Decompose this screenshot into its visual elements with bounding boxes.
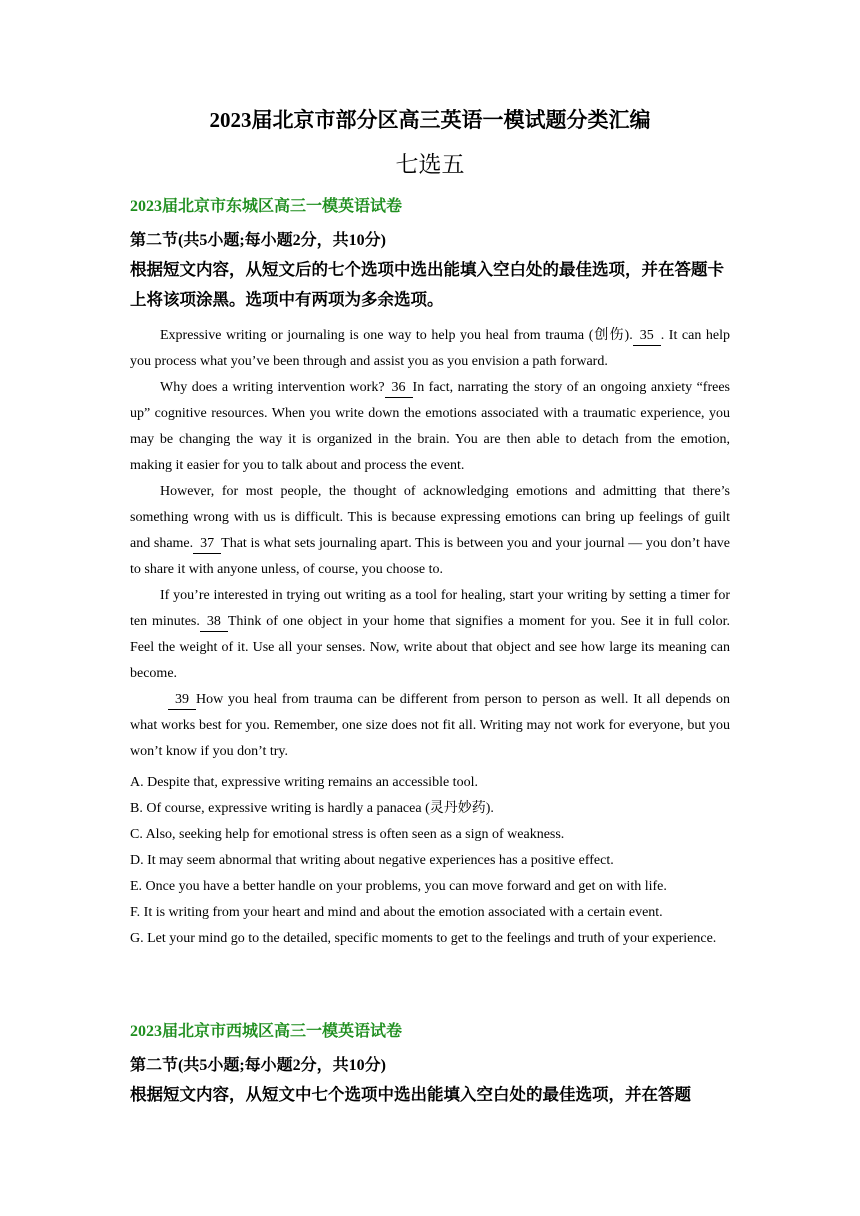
passage — [130, 323, 730, 765]
blank-36: 36 — [385, 379, 413, 398]
option-c: C. Also, seeking help for emotional stress is often seen as a sign of weakness. — [130, 827, 565, 842]
option-a: A. Despite that, expressive writing remains an accessible tool. — [130, 775, 478, 790]
paragraph — [130, 583, 730, 687]
paragraph-text: That is what sets journaling apart. This is between you and your journal — you don’t have to share it with anyone unless, of course, you choose to. — [130, 536, 730, 577]
paragraph-text: . It can help you process what you’ve been through and assist you as you envision a path forward. — [130, 328, 730, 369]
option-d: D. It may seem abnormal that writing about negative experiences has a positive effect. — [130, 853, 614, 868]
document-subtitle: 七选五 — [395, 152, 465, 177]
paragraph — [130, 479, 730, 583]
part-heading: 第二节(共5小题;每小题2分，共10分) — [130, 1057, 386, 1074]
blank-37: 37 — [193, 535, 221, 554]
option-f: F. It is writing from your heart and mind and about the emotion associated with a certain event. — [130, 905, 663, 920]
paragraph-text: How you heal from trauma can be different from person to person as well. It all depends on what works best for you. Remember, one size does not fit all. Writing may not work for everyone, but you won’t know if you don’t try. — [130, 692, 730, 759]
paragraph — [130, 687, 730, 765]
paragraph-text: Expressive writing or journaling is one way to help you heal from trauma (创伤). — [160, 328, 633, 343]
option-b: B. Of course, expressive writing is hardly a panacea (灵丹妙药). — [130, 801, 494, 816]
document-title: 2023届北京市部分区高三英语一模试题分类汇编 — [209, 108, 651, 132]
instructions: 根据短文内容，从短文后的七个选项中选出能填入空白处的最佳选项，并在答题卡上将该项涂黑。选项中有两项为多余选项。 — [130, 260, 724, 309]
paragraph-text: Why does a writing intervention work? — [160, 380, 385, 395]
blank-38: 38 — [200, 613, 228, 632]
paragraph — [130, 323, 730, 375]
instructions: 根据短文内容，从短文中七个选项中选出能填入空白处的最佳选项，并在答题 — [130, 1085, 691, 1104]
options-list — [130, 770, 730, 952]
paragraph-text: In fact, narrating the story of an ongoing anxiety “frees up” cognitive resources. When you write down the emotions associated with a traumatic experience, you may be changing the way it is organized in the brain. You are then able to detach from the emotion, making it easier for you to talk about and process the event. — [130, 380, 730, 473]
section-heading: 2023届北京市西城区高三一模英语试卷 — [130, 1023, 403, 1040]
option-g: G. Let your mind go to the detailed, specific moments to get to the feelings and truth of your experience. — [130, 931, 717, 946]
blank-39: 39 — [168, 691, 196, 710]
blank-35: 35 — [633, 327, 661, 346]
paragraph-text: However, for most people, the thought of acknowledging emotions and admitting that there’s something wrong with us is difficult. This is because expressing emotions can bring up feelings of guilt and shame. — [130, 484, 730, 551]
part-heading: 第二节(共5小题;每小题2分，共10分) — [130, 232, 386, 249]
section-heading: 2023届北京市东城区高三一模英语试卷 — [130, 198, 403, 215]
paragraph — [130, 375, 730, 479]
option-e: E. Once you have a better handle on your problems, you can move forward and get on with life. — [130, 879, 667, 894]
paragraph-text: If you’re interested in trying out writing as a tool for healing, start your writing by setting a timer for ten minutes. — [130, 588, 730, 629]
paragraph-text: Think of one object in your home that signifies a moment for you. See it in full color. Feel the weight of it. Use all your senses. Now, write about that object and see how large its meaning can become. — [130, 614, 731, 681]
